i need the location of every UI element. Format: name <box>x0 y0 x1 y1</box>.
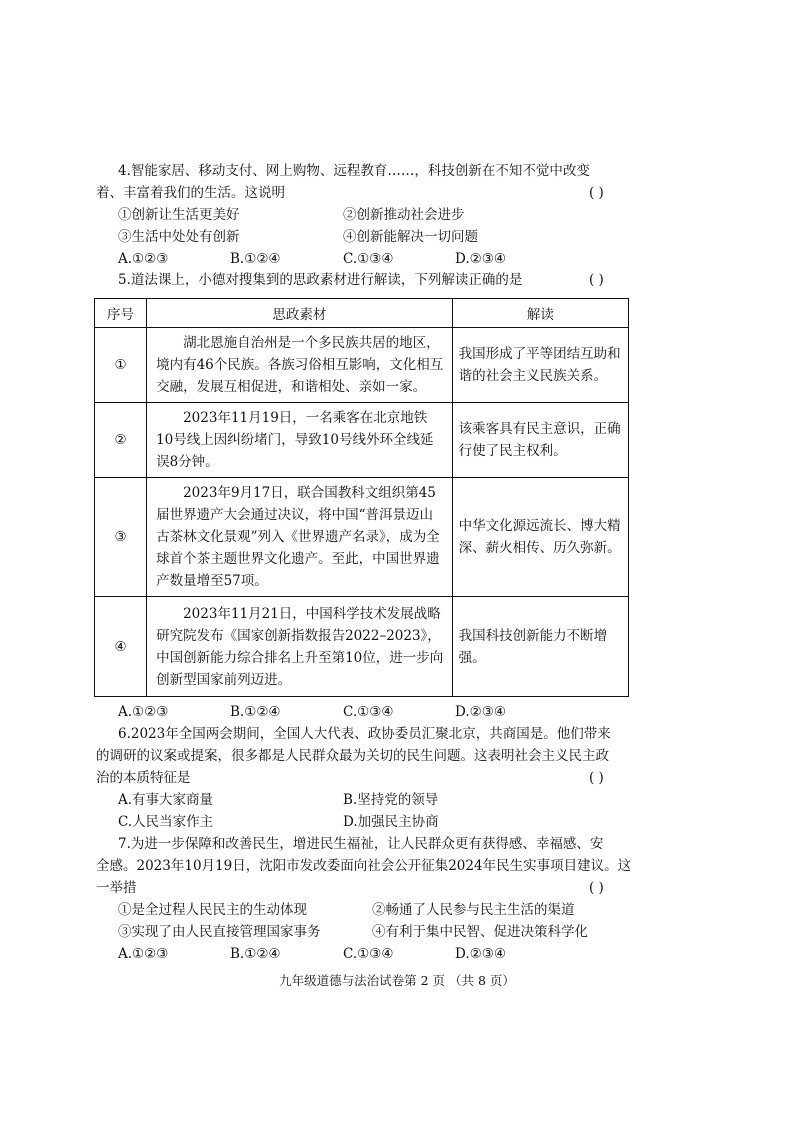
q4-choice-b: B.①②④ <box>230 251 281 267</box>
q5-material-table <box>94 298 629 697</box>
header-material: 思政素材 <box>147 299 453 328</box>
q4-option-4: ④创新能解决一切问题 <box>343 229 478 245</box>
q7-option-3: ③实现了由人民直接管理国家事务 <box>118 924 321 940</box>
q7-choice-d: D.②③④ <box>455 946 506 962</box>
q5-choice-d: D.②③④ <box>455 704 506 720</box>
table-row <box>95 597 629 697</box>
material-text: 2023年11月21日，中国科学技术发展战略研究院发布《国家创新指数报告2022–2023》，中国创新能力综合排名上升至第10位，进一步向创新型国家前列迈进。 <box>156 605 444 688</box>
q4-choice-c: C.①③④ <box>343 251 394 267</box>
row-material <box>147 478 453 597</box>
q4-option-2: ②创新推动社会进步 <box>343 207 465 223</box>
row-number: ③ <box>95 478 147 597</box>
material-text: 2023年9月17日，联合国教科文组织第45届世界遗产大会通过决议，将中国“普洱景迈山古茶林文化景观”列入《世界遗产名录》，成为全球首个茶主题世界文化遗产。至此，中国世界遗产数量增至57项。 <box>156 485 440 589</box>
row-number: ④ <box>95 597 147 697</box>
q6-option-a: A.有事大家商量 <box>118 792 214 808</box>
q6-stem-line3: 治的本质特征是 <box>96 770 191 786</box>
row-interpretation <box>452 403 628 478</box>
q5-choice-a: A.①②③ <box>118 704 169 720</box>
q5-choice-c: C.①③④ <box>343 704 394 720</box>
q4-choice-d: D.②③④ <box>455 251 506 267</box>
q4-stem-line2: 着、丰富着我们的生活。这说明 <box>96 185 285 201</box>
table-row <box>95 478 629 597</box>
q6-option-b: B.坚持党的领导 <box>343 792 439 808</box>
q7-choice-c: C.①③④ <box>343 946 394 962</box>
row-material <box>147 328 453 403</box>
q7-option-4: ④有利于集中民智、促进决策科学化 <box>372 924 588 940</box>
q6-answer-bracket: ( ) <box>589 770 604 786</box>
material-text: 湖北恩施自治州是一个多民族共居的地区，境内有46个民族。各族习俗相互影响，文化相互交融，发展互相促进，和谐相处、亲如一家。 <box>156 335 444 395</box>
row-material <box>147 597 453 697</box>
table-row <box>95 328 629 403</box>
interpretation-text: 该乘客具有民主意识，正确行使了民主权利。 <box>458 421 621 459</box>
interpretation-text: 中华文化源远流长、博大精深、薪火相传、历久弥新。 <box>458 518 621 556</box>
interpretation-text: 我国科技创新能力不断增强。 <box>458 627 608 666</box>
q7-choice-a: A.①②③ <box>118 946 169 962</box>
row-interpretation <box>452 328 628 403</box>
q7-stem-line2: 全感。2023年10月19日，沈阳市发改委面向社会公开征集2024年民生实事项目建议。这 <box>96 858 632 874</box>
q5-answer-bracket: ( ) <box>589 272 604 288</box>
table-header-row <box>95 299 629 328</box>
q4-answer-bracket: ( ) <box>589 185 604 201</box>
header-number: 序号 <box>95 299 147 328</box>
q7-answer-bracket: ( ) <box>589 880 604 896</box>
row-number: ① <box>95 328 147 403</box>
q6-option-c: C.人民当家作主 <box>118 814 214 830</box>
q5-stem-line1: 5.道法课上，小德对搜集到的思政素材进行解读，下列解读正确的是 <box>118 272 523 288</box>
row-interpretation <box>452 478 628 597</box>
header-interpretation: 解读 <box>452 299 628 328</box>
q4-option-3: ③生活中处处有创新 <box>118 229 240 245</box>
interpretation-text: 我国形成了平等团结互助和谐的社会主义民族关系。 <box>458 346 621 384</box>
q6-option-d: D.加强民主协商 <box>343 814 439 830</box>
row-number: ② <box>95 403 147 478</box>
page-footer: 九年级道德与法治试卷第 2 页 （共 8 页） <box>279 973 515 988</box>
q6-stem-line2: 的调研的议案或提案，很多都是人民群众最为关切的民生问题。这表明社会主义民主政 <box>96 748 609 764</box>
q7-stem-line1: 7.为进一步保障和改善民生，增进民生福祉，让人民群众更有获得感、幸福感、安 <box>118 836 604 852</box>
q4-option-1: ①创新让生活更美好 <box>118 207 240 223</box>
q7-choice-b: B.①②④ <box>230 946 281 962</box>
q7-option-2: ②畅通了人民参与民主生活的渠道 <box>372 902 575 918</box>
material-text: 2023年11月19日，一名乘客在北京地铁10号线上因纠纷堵门，导致10号线外环全线延误8分钟。 <box>156 410 434 470</box>
row-interpretation <box>452 597 628 697</box>
table-row <box>95 403 629 478</box>
q5-choice-b: B.①②④ <box>230 704 281 720</box>
q4-stem-line1: 4.智能家居、移动支付、网上购物、远程教育……，科技创新在不知不觉中改变 <box>118 163 590 179</box>
q7-option-1: ①是全过程人民民主的生动体现 <box>118 902 307 918</box>
row-material <box>147 403 453 478</box>
q7-stem-line3: 一举措 <box>96 880 137 896</box>
q4-choice-a: A.①②③ <box>118 251 169 267</box>
q6-stem-line1: 6.2023年全国两会期间，全国人大代表、政协委员汇聚北京，共商国是。他们带来 <box>118 726 611 742</box>
